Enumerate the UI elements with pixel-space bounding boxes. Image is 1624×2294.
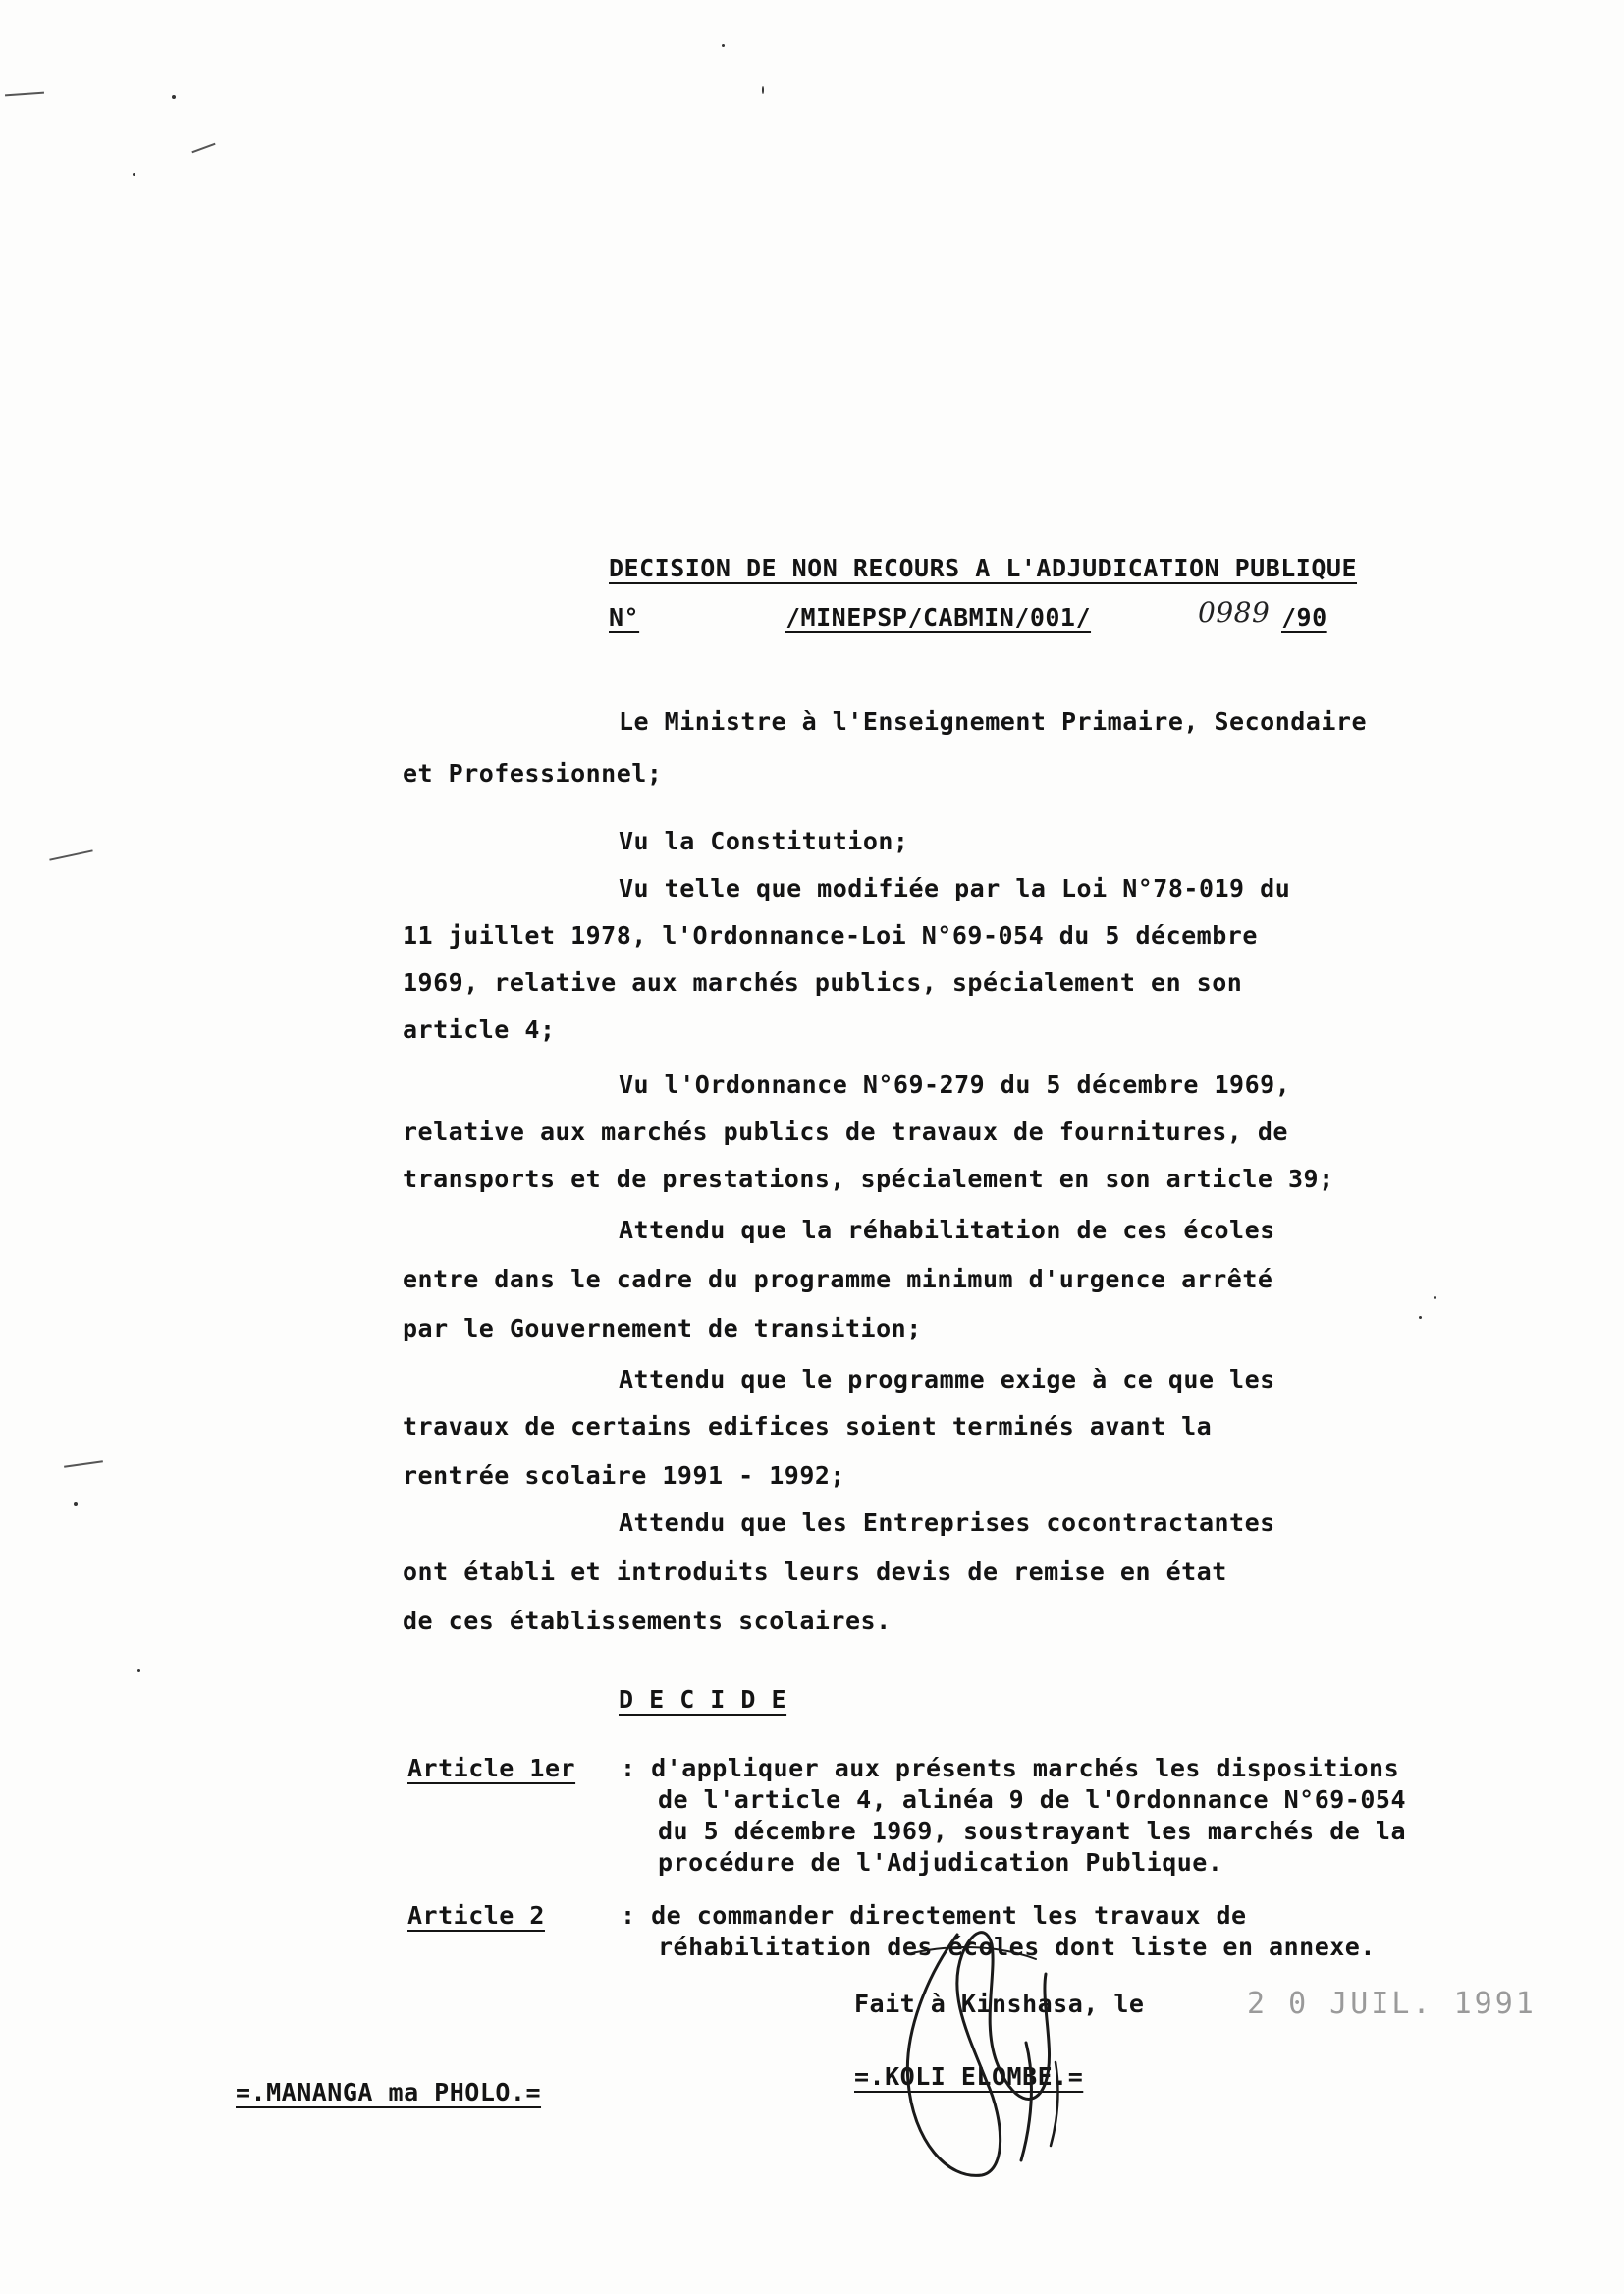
- article-1-line: de l'article 4, alinéa 9 de l'Ordonnance N°69-054: [658, 1785, 1407, 1814]
- preamble-line: Le Ministre à l'Enseignement Primaire, Secondaire: [619, 707, 1368, 736]
- decision-number-suffix: /90: [1281, 603, 1327, 631]
- decision-number-prefix: N°: [609, 603, 640, 631]
- attendu-line: Attendu que le programme exige à ce que les: [619, 1365, 1275, 1393]
- article-1-label: Article 1er: [407, 1754, 576, 1782]
- scan-speck: [74, 1502, 78, 1506]
- date-stamp: 2 0 JUIL. 1991: [1247, 1987, 1537, 2021]
- scan-speck: [722, 44, 725, 47]
- scan-speck: [137, 1669, 140, 1672]
- scan-mark: [191, 143, 215, 153]
- vu-line: Vu telle que modifiée par la Loi N°78-019 du: [619, 874, 1291, 902]
- preamble-line: et Professionnel;: [403, 759, 663, 788]
- scan-speck: [1434, 1296, 1436, 1299]
- signatory-left: =.MANANGA ma PHOLO.=: [236, 2078, 542, 2106]
- scan-mark: [49, 849, 92, 860]
- decide-heading: D E C I D E: [619, 1685, 787, 1714]
- vu-line: 11 juillet 1978, l'Ordonnance-Loi N°69-054 du 5 décembre: [403, 921, 1258, 950]
- decision-title: DECISION DE NON RECOURS A L'ADJUDICATION PUBLIQUE: [609, 554, 1358, 582]
- signatory-right: =.KOLI ELOMBE.=: [854, 2062, 1084, 2091]
- scan-speck: [172, 95, 176, 99]
- vu-line: article 4;: [403, 1015, 556, 1044]
- scan-speck: [133, 173, 135, 176]
- decision-number-ref: /MINEPSP/CABMIN/001/: [785, 603, 1092, 631]
- article-2-label: Article 2: [407, 1901, 545, 1930]
- attendu-line: rentrée scolaire 1991 - 1992;: [403, 1461, 845, 1490]
- attendu-line: Attendu que les Entreprises cocontractantes: [619, 1508, 1275, 1537]
- article-2-line: : de commander directement les travaux de: [621, 1901, 1247, 1930]
- attendu-line: Attendu que la réhabilitation de ces écoles: [619, 1216, 1275, 1244]
- attendu-line: entre dans le cadre du programme minimum d'urgence arrêté: [403, 1265, 1273, 1293]
- attendu-line: de ces établissements scolaires.: [403, 1607, 892, 1635]
- vu-line: Vu la Constitution;: [619, 827, 909, 855]
- article-2-line: réhabilitation des écoles dont liste en annexe.: [658, 1933, 1376, 1961]
- scan-speck: [1419, 1316, 1422, 1319]
- decision-number-handwritten: 0989: [1198, 596, 1271, 628]
- article-1-line: du 5 décembre 1969, soustrayant les marchés de la: [658, 1817, 1407, 1845]
- article-1-line: procédure de l'Adjudication Publique.: [658, 1848, 1223, 1877]
- vu-line: Vu l'Ordonnance N°69-279 du 5 décembre 1969,: [619, 1070, 1291, 1099]
- vu-line: relative aux marchés publics de travaux de fournitures, de: [403, 1118, 1288, 1146]
- attendu-line: ont établi et introduits leurs devis de remise en état: [403, 1557, 1227, 1586]
- attendu-line: travaux de certains edifices soient terminés avant la: [403, 1412, 1213, 1441]
- vu-line: transports et de prestations, spécialement en son article 39;: [403, 1165, 1334, 1193]
- vu-line: 1969, relative aux marchés publics, spécialement en son: [403, 968, 1243, 997]
- scan-mark: [64, 1460, 103, 1468]
- scan-mark: [5, 92, 44, 97]
- place-date-line: Fait à Kinshasa, le: [854, 1990, 1145, 2018]
- attendu-line: par le Gouvernement de transition;: [403, 1314, 922, 1342]
- scan-speck: [762, 86, 764, 94]
- handwritten-signature: [889, 1915, 1114, 2200]
- article-1-line: : d'appliquer aux présents marchés les dispositions: [621, 1754, 1400, 1782]
